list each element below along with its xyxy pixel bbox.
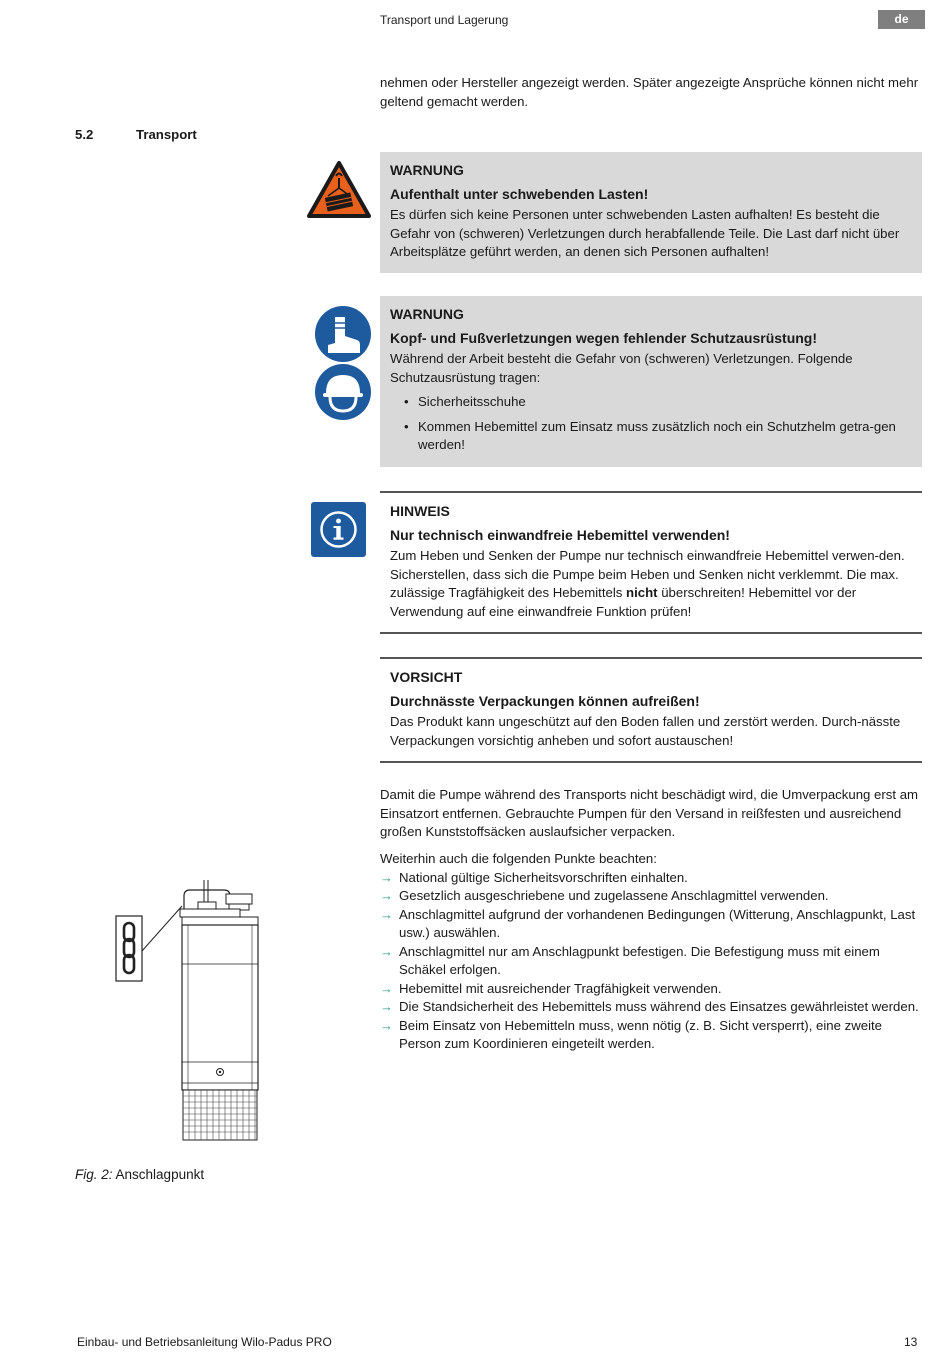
notice-body: Zum Heben und Senken der Pumpe nur technisch einwandfreie Hebemittel verwen-den. Sicherstellen, dass sich die Pumpe beim Heben und Senken nicht verklemmt. Die max. zulässige Tragfähigkeit des Hebemittels nicht überschreiten! Hebemittel vor der Verwendung auf eine einwandfreie Funktion prüfen!: [390, 548, 905, 619]
list-item: → Beim Einsatz von Hebemitteln muss, wenn nötig (z. B. Sicht versperrt), eine zweite Person zum Koordinieren eingeteilt werden.: [380, 1017, 883, 1051]
warning-label: WARNUNG: [390, 306, 464, 322]
list-item: → Die Standsicherheit des Hebemittels muss während des Einsatzes gewährleistet werden.: [380, 998, 920, 1017]
section-number: 5.2: [75, 127, 94, 142]
arrow-right-icon: →: [380, 980, 393, 996]
intro-paragraph: nehmen oder Hersteller angezeigt werden. Später angezeigte Ansprüche können nicht mehr geltend gemacht werden.: [380, 75, 919, 109]
figure-caption: Fig. 2: Anschlagpunkt: [75, 1167, 205, 1182]
arrow-right-icon: →: [380, 906, 393, 922]
points-section: [380, 850, 920, 1054]
caution-title: Durchnässte Verpackungen können aufreißen!: [390, 693, 700, 709]
caution-label: VORSICHT: [390, 669, 463, 685]
chain-detail-frame: [116, 916, 142, 981]
info-icon: [311, 502, 366, 557]
arrow-right-icon: →: [380, 869, 393, 885]
notice-title: Nur technisch einwandfreie Hebemittel verwenden!: [390, 527, 730, 543]
emphasis-not: nicht: [626, 585, 658, 600]
transport-paragraph: Damit die Pumpe während des Transports nicht beschädigt wird, die Umverpackung erst am Einsatzort entfernen. Gebrauchte Pumpen für den Versand in reißfesten und ausreichend großen Kunststoffsäcken auslaufsicher verpacken.: [380, 787, 919, 839]
warning-box-protective-equipment: [380, 296, 922, 467]
page-number: 13: [904, 1335, 918, 1349]
language-badge: de: [878, 10, 925, 29]
points-list: [380, 869, 920, 1054]
equipment-list: [390, 393, 912, 455]
list-item: → Hebemittel mit ausreichender Tragfähigkeit verwenden.: [380, 980, 920, 999]
warning-title: Kopf- und Fußverletzungen wegen fehlender Schutzausrüstung!: [390, 330, 818, 346]
points-intro: Weiterhin auch die folgenden Punkte beachten:: [380, 851, 657, 866]
list-item: → National gültige Sicherheitsvorschriften einhalten.: [380, 869, 920, 888]
section-title: Transport: [136, 127, 197, 142]
safety-helmet-icon: [314, 363, 372, 421]
arrow-right-icon: →: [380, 999, 393, 1014]
footer-document-title: Einbau- und Betriebsanleitung Wilo-Padus PRO: [77, 1335, 332, 1349]
list-item: • Kommen Hebemittel zum Einsatz muss zusätzlich noch ein Schutzhelm getra-gen werden!: [390, 418, 912, 455]
warning-label: WARNUNG: [390, 162, 464, 178]
warning-box-suspended-loads: [380, 152, 922, 273]
list-item: • Sicherheitsschuhe: [390, 393, 912, 412]
arrow-right-icon: →: [380, 1017, 393, 1033]
caution-body: Das Produkt kann ungeschützt auf den Boden fallen und zerstört werden. Durch-nässte Verpackungen vorsichtig anheben und sofort austauschen!: [390, 714, 901, 748]
suspended-load-warning-icon: [306, 160, 372, 220]
warning-body: Während der Arbeit besteht die Gefahr von (schweren) Verletzungen. Folgende Schutzausrüstung tragen:: [390, 351, 853, 385]
list-item: → Gesetzlich ausgeschriebene und zugelassene Anschlagmittel verwenden.: [380, 887, 920, 906]
notice-box-lifting-gear: [380, 491, 922, 634]
warning-title: Aufenthalt unter schwebenden Lasten!: [390, 186, 649, 202]
list-item: → Anschlagmittel nur am Anschlagpunkt befestigen. Die Befestigung muss mit einem Schäkel erfolgen.: [380, 943, 880, 977]
arrow-right-icon: →: [380, 943, 393, 959]
arrow-right-icon: →: [380, 888, 393, 903]
caution-box-wet-packaging: [380, 657, 922, 763]
notice-label: HINWEIS: [390, 503, 450, 519]
list-item: → Anschlagmittel aufgrund der vorhandenen Bedingungen (Witterung, Anschlagpunkt, Last usw.) auswählen.: [380, 906, 916, 940]
warning-body: Es dürfen sich keine Personen unter schwebenden Lasten aufhalten! Es besteht die Gefahr von (schweren) Verletzungen durch herabfallende Teile. Die Last darf nicht über Arbeitsplätze geführt werden, an denen sich Personen aufhalten!: [390, 207, 900, 259]
running-header: Transport und Lagerung: [380, 13, 509, 27]
safety-shoes-icon: [314, 305, 372, 363]
pump-lifting-point-figure: [112, 876, 272, 1144]
